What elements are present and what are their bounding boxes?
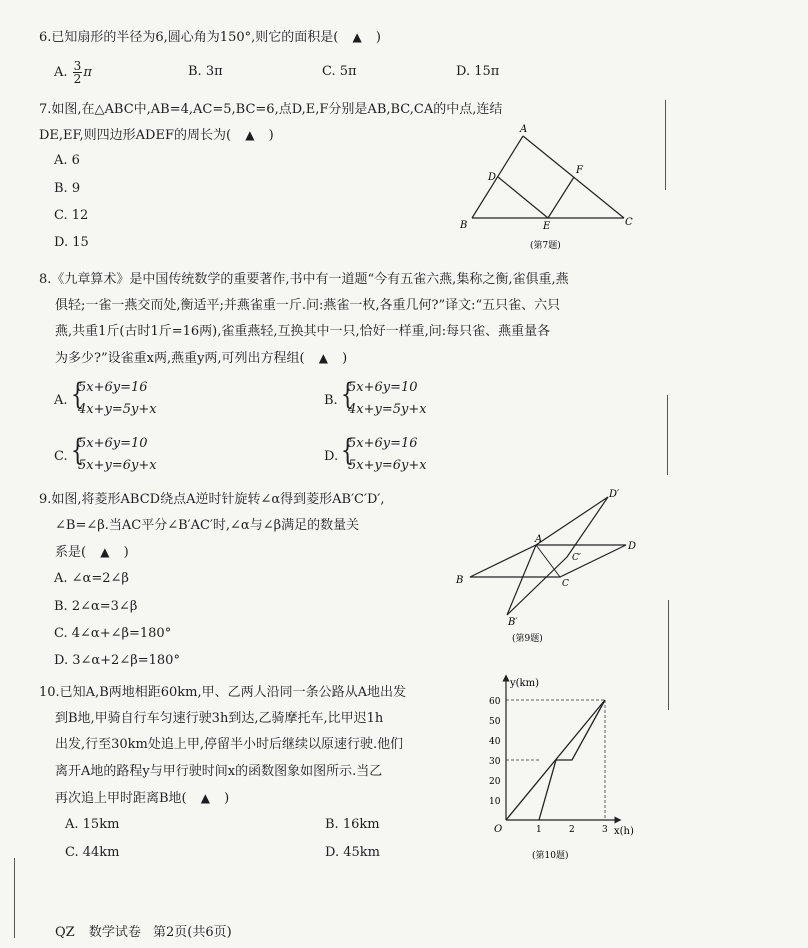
answer-blank-marker: ▲ [200,791,211,805]
point-label-b: B [460,220,468,231]
x-tick-2: 2 [569,825,575,835]
y-axis-label: y(km) [510,678,539,689]
q7-line-2: DE,EF,则四边形ADEF的周长为( [39,128,232,143]
x-axis-label: x(h) [614,826,634,837]
numerator: 3 [73,59,82,73]
point-label-a: A [520,124,528,135]
point-label-d: D [488,172,497,183]
q9-option-c: C. 4∠α+∠β=180° [54,626,172,641]
point-label-e: E [543,221,551,232]
equation-1: 5x+6y=10 [348,380,418,395]
q7-option-d: D. 15 [54,235,89,250]
q9-close: ) [123,545,129,560]
q8-line-3: 燕,共重1斤(古时1斤=16两),雀重燕轻,互换其中一只,恰好一样重,问:每只雀、燕重量各 [55,324,551,339]
fraction-3-2 [73,60,83,85]
q6-option-d: D. 15π [456,64,500,79]
segment-de [498,177,548,218]
q6-close: ) [375,30,381,45]
triangle-figure-7 [450,120,650,260]
q10-option-d: D. 45km [325,845,380,860]
x-tick-1: 1 [536,825,542,835]
footer-page: 第2页(共6页) [153,925,232,940]
answer-blank-marker: ▲ [318,351,329,365]
figure-caption-7: (第7题) [530,241,561,251]
q10-line-5: 再次追上甲时距离B地( [55,791,187,806]
distance-time-graph-10 [478,672,648,867]
q7-close: ) [268,128,274,143]
q10-line-3: 出发,行至30km处追上甲,停留半小时后继续以原速行驶.他们 [55,737,404,752]
y-tick-30: 30 [489,757,501,767]
brace: { [70,433,85,468]
q8-option-d-label: D. [324,449,339,464]
brace: { [340,433,355,468]
point-label-a: A [535,534,543,545]
q9-option-d: D. 3∠α+2∠β=180° [54,653,180,668]
brace: { [70,377,85,412]
q9-option-b: B. 2∠α=3∠β [54,599,138,614]
origin-label: O [494,824,503,835]
q8-option-b-label: B. [324,393,338,408]
segment-ef [548,177,574,218]
point-label-d: D [628,541,637,552]
point-label-b-prime: B′ [508,617,518,628]
equation-2: 5x+y=6y+x [78,458,157,473]
y-tick-50: 50 [489,717,501,727]
q6-stem: 6.已知扇形的半径为6,圆心角为150°,则它的面积是( [39,30,339,45]
footer-code: QZ [55,925,75,940]
diagonal-ac [536,545,560,577]
point-label-c: C [562,579,569,589]
q10-option-c: C. 44km [65,845,120,860]
q8-option-c-label: C. [54,449,68,464]
answer-blank-marker: ▲ [352,30,362,44]
equation-2: 4x+y=5y+x [78,402,157,417]
y-tick-10: 10 [489,797,501,807]
footer-subject: 数学试卷 [88,925,141,940]
denominator: 2 [73,72,82,86]
pi-symbol: π [83,65,92,80]
q10-line-1: 10.已知A,B两地相距60km,甲、乙两人沿同一条公路从A地出发 [39,685,407,700]
q8-close: ) [342,351,348,366]
q10-option-b: B. 16km [325,817,380,832]
equation-1: 5x+6y=16 [78,380,148,395]
answer-blank-marker: ▲ [100,545,110,559]
y-tick-40: 40 [489,737,501,747]
y-tick-60: 60 [489,697,501,707]
brace: { [340,377,355,412]
line-yi [539,700,605,820]
q7-line-1: 7.如图,在△ABC中,AB=4,AC=5,BC=6,点D,E,F分别是AB,BC,CA的中点,连结 [39,102,503,117]
figure-caption-10: (第10题) [532,851,569,861]
point-label-f: F [576,165,583,176]
equation-2: 4x+y=5y+x [348,402,427,417]
q10-option-a: A. 15km [65,817,120,832]
q8-line-1: 8.《九章算术》是中国传统数学的重要著作,书中有一道题“今有五雀六燕,集称之衡,雀俱重,燕 [39,272,569,287]
q9-line-1: 9.如图,将菱形ABCD绕点A逆时针旋转∠α得到菱形AB′C′D′, [39,492,385,507]
page-footer [55,921,232,940]
segment-ab [472,136,523,218]
q8-line-4: 为多少?”设雀重x两,燕重y两,可列出方程组( [55,351,305,366]
point-label-b: B [456,575,464,586]
q7-option-b: B. 9 [54,181,81,196]
q6-option-b: B. 3π [188,64,223,79]
q6-option-c: C. 5π [322,64,357,79]
rhombus-figure-9 [450,485,650,650]
option-label: A. [54,65,68,80]
answer-blank-marker: ▲ [245,128,255,142]
q10-line-2: 到B地,甲骑自行车匀速行驶3h到达,乙骑摩托车,比甲迟1h [55,711,384,726]
y-tick-20: 20 [489,777,501,787]
q8-option-a-label: A. [54,393,68,408]
q7-option-a: A. 6 [54,153,80,168]
q10-line-4: 离开A地的路程y与甲行驶时间x的函数图象如图所示.当乙 [55,764,383,779]
figure-caption-9: (第9题) [512,634,543,644]
q10-close: ) [224,791,230,806]
point-label-c-prime: C′ [572,553,581,563]
q7-option-c: C. 12 [54,208,89,223]
equation-2: 5x+y=6y+x [348,458,427,473]
q6-option-a [54,60,92,85]
q9-option-a: A. ∠α=2∠β [54,571,129,586]
equation-1: 5x+6y=16 [348,436,418,451]
q8-line-2: 俱轻;一雀一燕交而处,衡适平;并燕雀重一斤.问:燕雀一枚,各重几何?”译文:“五只雀、六只 [55,298,561,313]
point-label-c: C [625,217,633,228]
x-tick-3: 3 [602,825,608,835]
q9-line-3: 系是( [55,545,87,560]
equation-1: 5x+6y=10 [78,436,148,451]
q9-line-2: ∠B=∠β.当AC平分∠B′AC′时,∠α与∠β满足的数量关 [55,518,360,533]
point-label-d-prime: D′ [609,489,620,500]
rhombus-ab2c2d2 [507,497,608,615]
